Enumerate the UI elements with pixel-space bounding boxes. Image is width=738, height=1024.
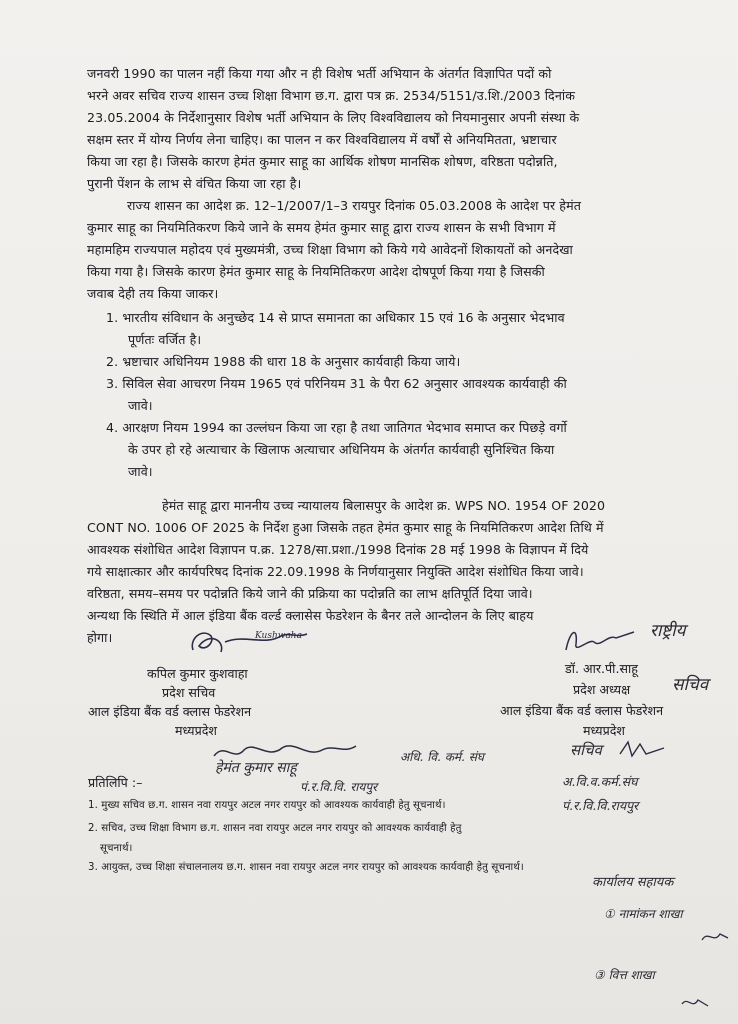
list-item: 1. भारतीय संविधान के अनुच्छेद 14 से प्राप्त समानता का अधिकार 15 एवं 16 के अनुसार भेदभाव <box>106 310 565 325</box>
body-line: होगा। <box>87 630 113 645</box>
copy-item: 3. आयुक्त, उच्च शिक्षा संचालनालय छ.ग. शासन नवा रायपुर अटल नगर रायपुर को आवश्यक कार्यवाही हेतु सूचनार्थ। <box>88 862 524 873</box>
list-item: 4. आरक्षण नियम 1994 का उल्लंघन किया जा रहा है तथा जातिगत भेदभाव समाप्त कर पिछड़े वर्गो <box>106 420 567 435</box>
left-signatory-post: प्रदेश सचिव <box>162 685 216 700</box>
list-item: 3. सिविल सेवा आचरण नियम 1965 एवं परिनियम 31 के पैरा 62 अनुसार आवश्यक कार्यवाही की <box>106 376 567 391</box>
list-item: के उपर हो रहे अत्याचार के खिलाफ अत्याचार अधिनियम के अंतर्गत कार्यवाही सुनिश्चित किया <box>128 442 555 457</box>
left-signature <box>185 622 315 662</box>
initials-scribble <box>680 994 710 1012</box>
body-line: पुरानी पेंशन के लाभ से वंचित किया जा रहा है। <box>87 176 302 191</box>
list-item: पूर्णतः वर्जित है। <box>128 332 202 347</box>
body-line: वरिष्ठता, समय–समय पर पदोन्नति किये जाने की प्रक्रिया का पदोन्नति का लाभ क्षतिपूर्ति दिया जावे। <box>87 586 533 601</box>
right-signatory-name: डॉ. आर.पी.साहू <box>565 661 638 676</box>
left-signatory-name: कपिल कुमार कुशवाहा <box>147 666 248 681</box>
right-signatory-org: आल इंडिया बैंक वर्ड क्लास फेडरेशन <box>500 703 664 718</box>
body-line: जनवरी 1990 का पालन नहीं किया गया और न ही विशेष भर्ती अभियान के अंतर्गत विज्ञापित पदों को <box>87 66 552 81</box>
right-note-scribble <box>618 738 668 760</box>
copy-item: 2. सचिव, उच्च शिक्षा विभाग छ.ग. शासन नवा रायपुर अटल नगर रायपुर को आवश्यक कार्यवाही हेतु <box>88 823 462 834</box>
body-line: हेमंत साहू द्वारा माननीय उच्च न्यायालय बिलासपुर के आदेश क्र. WPS NO. 1954 OF 2020 <box>162 498 606 513</box>
left-signatory-org: आल इंडिया बैंक वर्ड क्लास फेडरेशन <box>88 704 252 719</box>
copy-item: 1. मुख्य सचिव छ.ग. शासन नवा रायपुर अटल नगर रायपुर को आवश्यक कार्यवाही हेतु सूचनार्थ। <box>88 800 446 811</box>
right-hand-note: सचिव <box>570 741 602 759</box>
right-stamp-hand-mid: सचिव <box>672 675 709 695</box>
right-hand-note: पं.र.वि.वि.रायपुर <box>562 798 639 813</box>
center-hand-note: अधि. वि. कर्म. संघ <box>400 750 484 764</box>
body-line: CONT NO. 1006 OF 2025 के निर्देश हुआ जिसके तहत हेमंत कुमार साहू के नियमितिकरण आदेश तिथि में <box>87 520 604 535</box>
body-line: आवश्यक संशोधित आदेश विज्ञापन प.क्र. 1278/सा.प्रशा./1998 दिनांक 28 मई 1998 के विज्ञापन में दिये <box>87 542 589 557</box>
office-hand-note: ③ वित्त शाखा <box>594 968 655 982</box>
right-stamp-hand-top: राष्ट्रीय <box>650 621 686 641</box>
list-item: जावे। <box>128 398 153 413</box>
body-line: कुमार साहू का नियमितिकरण किये जाने के समय हेमंत कुमार साहू द्वारा राज्य शासन के सभी विभाग में <box>87 220 556 235</box>
right-signature <box>560 620 640 658</box>
body-line: सक्षम स्तर में योग्य निर्णय लेना चाहिए। का पालन न कर विश्वविद्यालय में वर्षों से अनियमितता, भ्रष्टाचार <box>87 132 557 147</box>
body-line: अन्यथा कि स्थिति में आल इंडिया बैंक वर्ल्ड क्लासेस फेडरेशन के बैनर तले आन्दोलन के लिए बाहय <box>87 608 534 623</box>
body-line: किया जा रहा है। जिसके कारण हेमंत कुमार साहू का आर्थिक शोषण मानसिक शोषण, वरिष्ठता पदोन्नति, <box>87 154 558 169</box>
center-hand-note: पं.र.वि.वि. रायपुर <box>300 780 378 794</box>
right-signatory-post: प्रदेश अध्यक्ष <box>573 682 631 697</box>
body-line: राज्य शासन का आदेश क्र. 12–1/2007/1–3 रायपुर दिनांक 05.03.2008 के आदेश पर हेमंत <box>127 198 582 213</box>
body-line: भरने अवर सचिव राज्य शासन उच्च शिक्षा विभाग छ.ग. द्वारा पत्र क्र. 2534/5151/उ.शि./2003 दिनांक <box>87 88 575 103</box>
center-hand-note: हेमंत कुमार साहू <box>215 760 297 776</box>
left-signatory-state: मध्यप्रदेश <box>175 723 217 738</box>
initials-scribble <box>700 928 730 946</box>
body-line: किया गया है। जिसके कारण हेमंत कुमार साहू के नियमितिकरण आदेश दोषपूर्ण किया गया है जिसकी <box>87 264 545 279</box>
body-line: महामहिम राज्यपाल महोदय एवं मुख्यमंत्री, उच्च शिक्षा विभाग को किये गये आवेदनों शिकायतों को अनदेखा <box>87 242 573 257</box>
list-item: जावे। <box>128 464 153 479</box>
copy-heading: प्रतिलिपि :– <box>88 775 143 790</box>
right-signatory-state: मध्यप्रदेश <box>583 723 625 738</box>
right-hand-note: अ.वि.व.कर्म.संघ <box>562 774 638 789</box>
office-hand-note: कार्यालय सहायक <box>592 875 674 890</box>
left-signature-text: Kushwaha <box>255 631 302 641</box>
office-hand-note: ① नामांकन शाखा <box>604 907 683 921</box>
list-item: 2. भ्रष्टाचार अधिनियम 1988 की धारा 18 के अनुसार कार्यवाही किया जाये। <box>106 354 461 369</box>
body-line: जवाब देही तय किया जाकर। <box>87 286 219 301</box>
copy-item: सूचनार्थ। <box>100 843 133 854</box>
body-line: 23.05.2004 के निर्देशानुसार विशेष भर्ती अभियान के लिए विश्वविद्यालय को नियमानुसार अपनी संस्था के <box>87 110 580 125</box>
body-line: गये साक्षात्कार और कार्यपरिषद दिनांक 22.09.1998 के निर्णयानुसार नियुक्ति आदेश संशोधित किया जावे। <box>87 564 584 579</box>
